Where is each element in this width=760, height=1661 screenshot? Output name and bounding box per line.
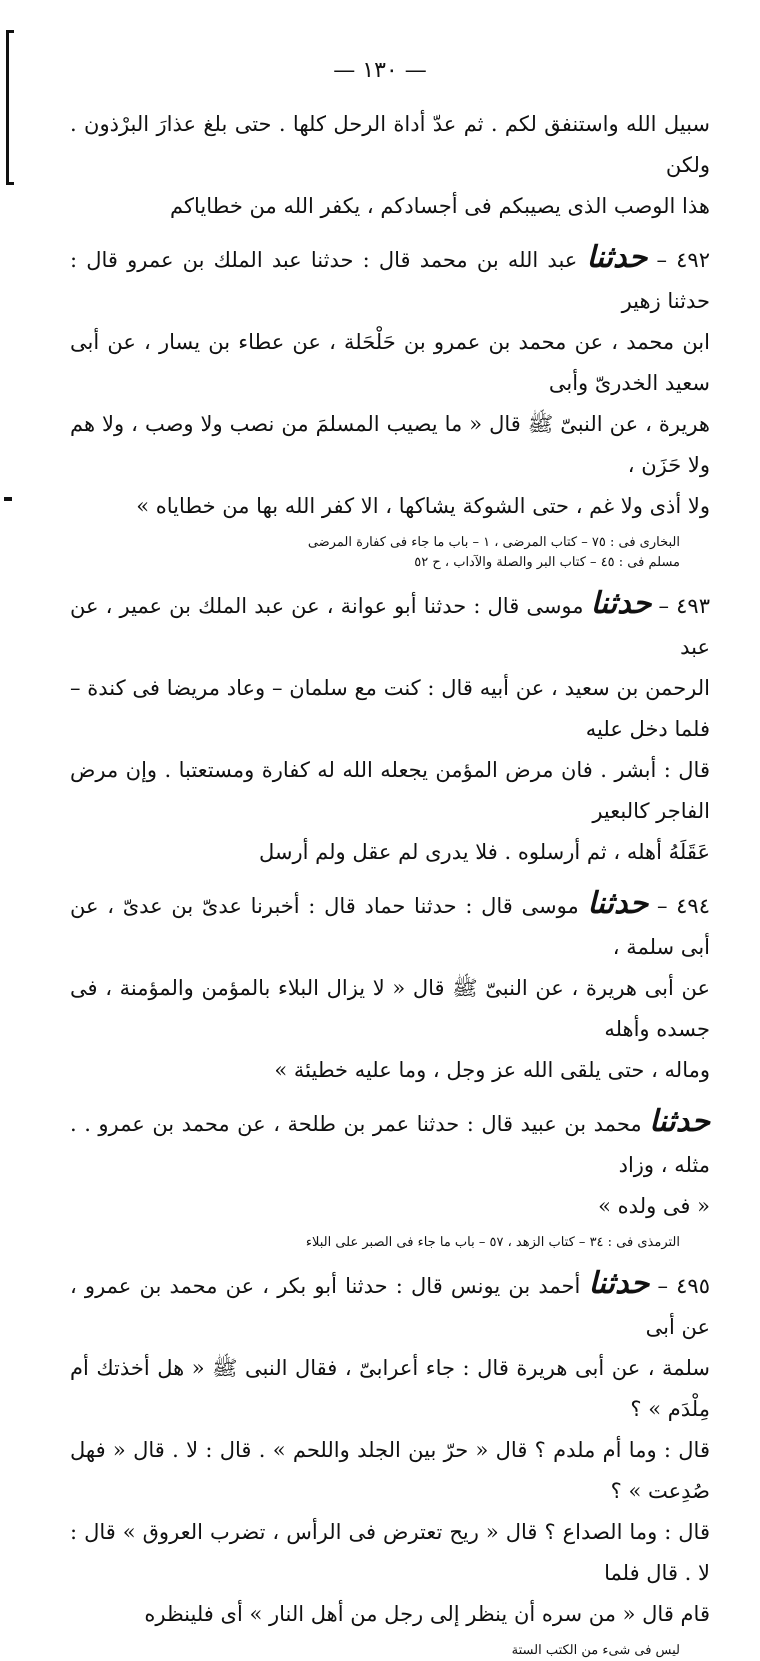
text-line [70, 1050, 710, 1091]
hadith-number: ٤٩٤ – [648, 894, 710, 918]
page-content [70, 104, 710, 1661]
text-line [70, 1512, 710, 1594]
line-text: موسى قال : حدثنا حماد قال : أخبرنا عدىّ بن عدىّ ، عن أبى سلمة ، [70, 894, 710, 959]
text-line [70, 883, 710, 968]
hadith-number: ٤٩٣ – [651, 594, 710, 618]
text-line [70, 750, 710, 832]
left-edge-mark [6, 30, 9, 185]
text-line [70, 1101, 710, 1186]
line-text: قال : وما الصداع ؟ قال « ريح تعترض فى الرأس ، تضرب العروق » قال : لا . قال فلما [70, 1520, 710, 1585]
line-text: أحمد بن يونس قال : حدثنا أبو بكر ، عن محمد بن عمرو ، عن أبى [70, 1274, 710, 1339]
hadith-number: ٤٩٢ – [647, 248, 710, 272]
text-line [70, 237, 710, 322]
text-line [70, 1348, 710, 1430]
line-text: موسى قال : حدثنا أبو عوانة ، عن عبد الملك بن عمير ، عن عبد [70, 594, 710, 659]
line-text: ابن محمد ، عن محمد بن عمرو بن حَلْحَلة ، عن عطاء بن يسار ، عن أبى سعيد الخدرىّ وأبى [70, 330, 710, 395]
page-number: — ١٣٠ — [333, 58, 427, 83]
hadith-keyword: حدثنا [590, 586, 652, 621]
reference-line [70, 553, 680, 573]
line-text: هذا الوصب الذى يصيبكم فى أجسادكم ، يكفر الله من خطاياكم [170, 194, 710, 218]
hadith-keyword: حدثنا [587, 886, 649, 921]
line-text: محمد بن عبيد قال : حدثنا عمر بن طلحة ، عن محمد بن عمرو . . مثله ، وزاد [70, 1112, 710, 1177]
text-line [70, 668, 710, 750]
reference-line [70, 1641, 680, 1661]
line-text: عَقَلَهُ أهله ، ثم أرسلوه . فلا يدرى لم عقل ولم أرسل [259, 840, 710, 864]
line-text: سبيل الله واستنفق لكم . ثم عدّ أداة الرحل كلها . حتى بلغ عذارَ البرْذون . ولكن [70, 112, 710, 177]
line-text: ليس فى شىء من الكتب الستة [511, 1643, 680, 1658]
line-text: « فى ولده » [598, 1194, 710, 1218]
text-line [70, 104, 710, 186]
text-line [70, 968, 710, 1050]
edge-tick-bottom [6, 182, 14, 185]
text-line [70, 186, 710, 227]
line-text: الترمذى فى : ٣٤ – كتاب الزهد ، ٥٧ – باب ما جاء فى الصبر على البلاء [305, 1235, 680, 1250]
edge-tick-middle [4, 497, 12, 501]
hadith-number: ٤٩٥ – [649, 1274, 710, 1298]
text-line [70, 1430, 710, 1512]
line-text: وماله ، حتى يلقى الله عز وجل ، وما عليه خطيئة » [274, 1058, 710, 1082]
line-text: الرحمن بن سعيد ، عن أبيه قال : كنت مع سلمان – وعاد مريضا فى كندة – فلما دخل عليه [70, 676, 710, 741]
text-line [70, 1263, 710, 1348]
hadith-keyword: حدثنا [649, 1104, 710, 1139]
line-text: قال : وما أم ملدم ؟ قال « حرّ بين الجلد واللحم » . قال : لا . قال « فهل صُدِعت » ؟ [70, 1438, 710, 1503]
text-line [70, 1186, 710, 1227]
text-line [70, 486, 710, 527]
line-text: قال : أبشر . فان مرض المؤمن يجعله الله له كفارة ومستعتبا . وإن مرض الفاجر كالبعير [70, 758, 710, 823]
line-text: البخارى فى : ٧٥ – كتاب المرضى ، ١ – باب ما جاء فى كفارة المرضى [307, 535, 680, 550]
text-line [70, 322, 710, 404]
line-text: عبد الله بن محمد قال : حدثنا عبد الملك بن عمرو قال : حدثنا زهير [70, 248, 710, 313]
line-text: سلمة ، عن أبى هريرة قال : جاء أعرابىّ ، فقال النبى ﷺ « هل أخذتك أم مِلْدَم » ؟ [70, 1356, 710, 1421]
text-line [70, 583, 710, 668]
reference-line [70, 1233, 680, 1253]
text-line [70, 404, 710, 486]
line-text: عن أبى هريرة ، عن النبىّ ﷺ قال « لا يزال البلاء بالمؤمن والمؤمنة ، فى جسده وأهله [70, 976, 710, 1041]
line-text: ولا أذى ولا غم ، حتى الشوكة يشاكها ، الا كفر الله بها من خطاياه » [136, 494, 710, 518]
edge-tick-top [6, 30, 14, 33]
line-text: مسلم فى : ٤٥ – كتاب البر والصلة والآداب ، ح ٥٢ [414, 555, 680, 570]
hadith-keyword: حدثنا [586, 240, 648, 275]
text-line [70, 1594, 710, 1635]
reference-line [70, 533, 680, 553]
text-line [70, 832, 710, 873]
line-text: هريرة ، عن النبىّ ﷺ قال « ما يصيب المسلمَ من نصب ولا وصب ، ولا هم ولا حَزَن ، [70, 412, 710, 477]
line-text: قام قال « من سره أن ينظر إلى رجل من أهل النار » أى فلينظره [144, 1602, 710, 1626]
hadith-keyword: حدثنا [588, 1266, 650, 1301]
